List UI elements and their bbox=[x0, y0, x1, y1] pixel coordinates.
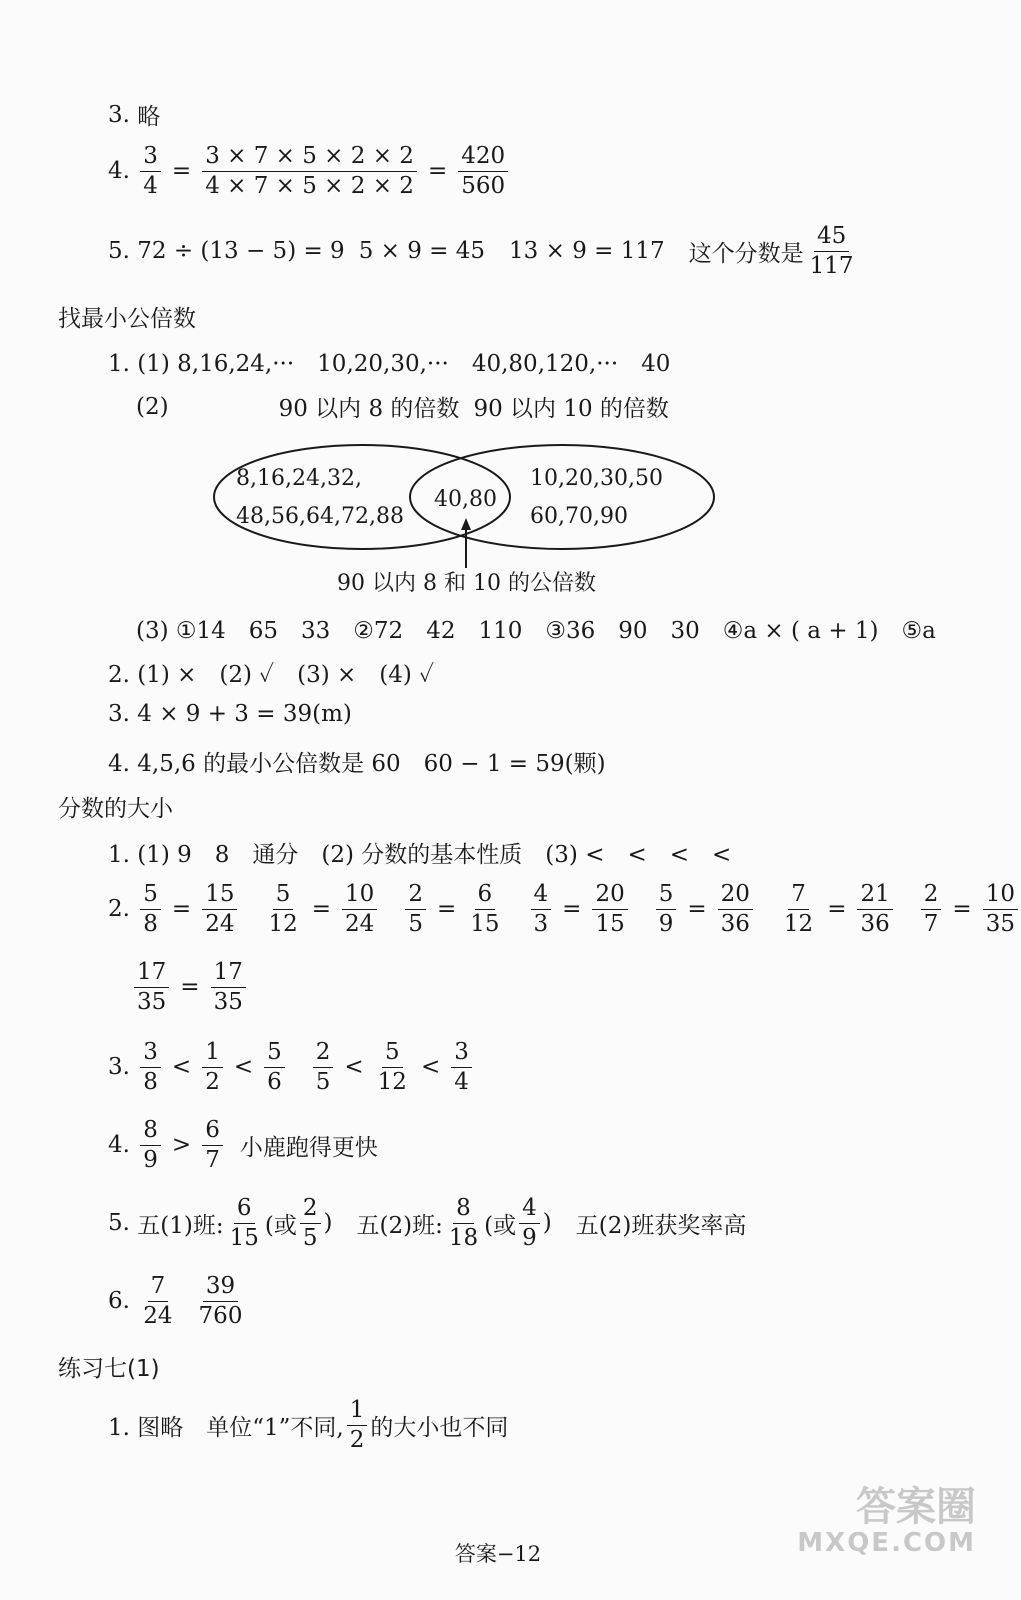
fraction: $\frac{17}{35}$ bbox=[134, 958, 169, 1017]
answer-3: 3. 略 bbox=[108, 101, 161, 130]
fraction: $\frac{10}{24}$ bbox=[342, 880, 377, 939]
answer-5c: 5. 五(1)班: $\frac{6}{15}$ (或 $\frac{2}{5}$ ) 五(2)班: $\frac{8}{18}$ (或 $\frac{4}{9}$ ) 五(2)班获奖率高 bbox=[108, 1195, 747, 1251]
operator: = bbox=[562, 896, 582, 923]
section-title: 分数的大小 bbox=[58, 796, 173, 822]
fraction: $\frac{5}{9}$ bbox=[656, 880, 677, 939]
operator: < bbox=[171, 1054, 192, 1081]
fraction: $\frac{5}{8}$ bbox=[140, 880, 161, 939]
fraction: $\frac{15}{24}$ bbox=[202, 880, 237, 939]
fraction: $\frac{20}{15}$ bbox=[592, 880, 627, 939]
page-number: 答案−12 bbox=[454, 1542, 542, 1566]
operator: = bbox=[952, 896, 972, 923]
fraction: $\frac{4}{9}$ bbox=[519, 1194, 540, 1253]
fraction: $\frac{45}{117}$ bbox=[809, 223, 854, 279]
fraction: $\frac{39}{760}$ bbox=[198, 1273, 243, 1329]
fraction: $\frac{17}{35}$ bbox=[211, 958, 246, 1017]
fraction: $\frac{5}{6}$ bbox=[264, 1038, 285, 1097]
fraction: $\frac{3}{4}$ bbox=[451, 1038, 472, 1097]
fraction: $\frac{1}{2}$ bbox=[202, 1038, 223, 1097]
answer-2c-extra bbox=[131, 958, 249, 1017]
operator: = bbox=[180, 974, 200, 1001]
answer-5: 5. 72 ÷ (13 − 5) = 9 5 × 9 = 45 13 × 9 = 117 这个分数是 $\frac{45}{117}$ bbox=[108, 222, 860, 281]
operator: = bbox=[311, 896, 332, 923]
fraction: $\frac{21}{36}$ bbox=[857, 880, 892, 939]
venn-caption: 90 以内 8 和 10 的公倍数 bbox=[337, 571, 596, 596]
fraction: $\frac{3}{4}$ bbox=[140, 142, 161, 201]
section-title: 找最小公倍数 bbox=[58, 306, 196, 332]
fraction: $\frac{2}{5}$ bbox=[405, 880, 426, 939]
operator: < bbox=[420, 1054, 441, 1081]
fraction: $\frac{2}{5}$ bbox=[313, 1038, 334, 1097]
fraction: $\frac{2}{7}$ bbox=[921, 880, 942, 939]
answer-3c: 3. $\frac{3}{8}$ < $\frac{1}{2}$ < $\frac{5}{6}$ $\frac{2}{5}$ < $\frac{5}{12}$ < $\frac{3}{4}$ bbox=[108, 1038, 475, 1097]
answer-4b: 4. 4,5,6 的最小公倍数是 60 60 − 1 = 59(颗) bbox=[108, 751, 606, 777]
venn-left-line1: 8,16,24,32, bbox=[236, 466, 362, 491]
answer-2: 2. (1) × (2) ✓ (3) × (4) ✓ bbox=[108, 662, 435, 688]
answer-1-3: (3) ①14 65 33 ②72 42 110 ③36 90 30 ④a × ( a + 1) ⑤a bbox=[136, 618, 936, 644]
fraction: $\frac{6}{15}$ bbox=[229, 1195, 259, 1251]
answer-1d: 1. 图略 单位“1”不同, $\frac{1}{2}$ 的大小也不同 bbox=[108, 1397, 509, 1453]
fraction: $\frac{6}{15}$ bbox=[470, 881, 500, 937]
fraction: $\frac{8}{9}$ bbox=[140, 1116, 161, 1175]
watermark-logo: 答案圈 MXQE.COM bbox=[797, 1484, 976, 1558]
operator: = bbox=[827, 896, 847, 923]
fraction: $\frac{10}{35}$ bbox=[983, 880, 1018, 939]
operator: = bbox=[436, 896, 457, 923]
fraction: $\frac{4}{3}$ bbox=[531, 880, 552, 939]
fraction: $\frac{7}{12}$ bbox=[783, 881, 814, 937]
answer-2c: 2. $\frac{5}{8}$ = $\frac{15}{24}$ $\frac{5}{12}$ = $\frac{10}{24}$ $\frac{2}{5}$ = $\frac{6}{15}$ $\frac{4}{3}$ = $\frac{20}{15}$ $\frac{5}{9}$ = $\frac{20}{36}$ $\frac{7}{12}$ = $\frac{21}{36}$ $\frac{2}{7}$ = $\frac{10}{35}$ bbox=[108, 880, 1021, 939]
fraction: $\frac{2}{5}$ bbox=[300, 1194, 321, 1253]
fraction: $\frac{3}{8}$ bbox=[140, 1038, 161, 1097]
fraction: $\frac{8}{18}$ bbox=[448, 1195, 479, 1251]
fraction: $\frac{7}{24}$ bbox=[143, 1273, 173, 1329]
answer-1c: 1. (1) 9 8 通分 (2) 分数的基本性质 (3) < < < < bbox=[108, 842, 732, 868]
answer-4c: 4. $\frac{8}{9}$ > $\frac{6}{7}$ 小鹿跑得更快 bbox=[108, 1117, 378, 1173]
operator: < bbox=[344, 1054, 364, 1081]
answer-1-2: (2) 90 以内 8 的倍数 90 以内 10 的倍数 bbox=[136, 393, 669, 422]
fraction: $\frac{420}{560}$ bbox=[458, 142, 508, 201]
venn-right-line1: 10,20,30,50 bbox=[530, 466, 663, 491]
answer-1-1: 1. (1) 8,16,24,··· 10,20,30,··· 40,80,120,··· 40 bbox=[108, 351, 671, 377]
operator: = bbox=[171, 896, 192, 923]
fraction: $\frac{5}{12}$ bbox=[377, 1039, 407, 1095]
answer-4: 4. $\frac{3}{4}$ = $\frac{3 \times 7 \times 5 \times 2 \times 2}{4 \times 7 \times 5 \times 2 \times 2}$ = $\frac{420}{560}$ bbox=[108, 142, 511, 201]
operator: = bbox=[687, 896, 707, 923]
answer-3b: 3. 4 × 9 + 3 = 39(m) bbox=[108, 701, 352, 727]
operator: < bbox=[233, 1054, 254, 1081]
answer-6c: 6. $\frac{7}{24}$ $\frac{39}{760}$ bbox=[108, 1272, 248, 1331]
venn-intersection: 40,80 bbox=[434, 487, 497, 512]
fraction: $\frac{20}{36}$ bbox=[718, 880, 753, 939]
venn-left-line2: 48,56,64,72,88 bbox=[236, 504, 404, 529]
fraction: $\frac{1}{2}$ bbox=[347, 1396, 368, 1455]
fraction: $\frac{6}{7}$ bbox=[202, 1116, 223, 1175]
fraction: $\frac{3 \times 7 \times 5 \times 2 \times 2}{4 \times 7 \times 5 \times 2 \times 2}$ bbox=[202, 142, 417, 201]
fraction: $\frac{5}{12}$ bbox=[268, 881, 298, 937]
section-title: 练习七(1) bbox=[58, 1356, 160, 1382]
venn-right-line2: 60,70,90 bbox=[530, 504, 628, 529]
